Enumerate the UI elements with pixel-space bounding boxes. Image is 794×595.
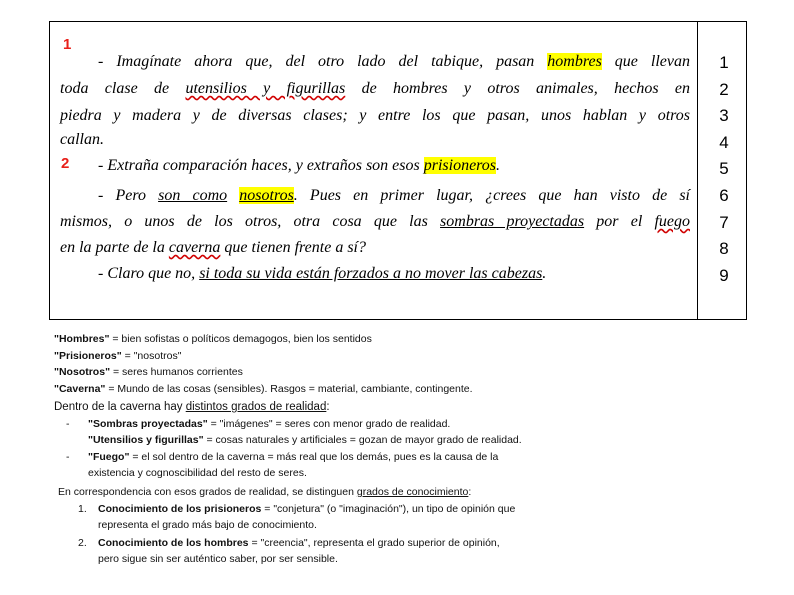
marker-2: 2 [61, 155, 70, 172]
note-sombras: "Sombras proyectadas" = "imágenes" = seres con menor grado de realidad. [88, 418, 451, 430]
line-number: 8 [719, 239, 729, 259]
underlined-fuego: fuego [654, 213, 690, 230]
note-conocimiento-hombres-cont: pero sigue sin ser auténtico saber, por ser sensible. [98, 553, 338, 565]
highlight-nosotros: nosotros [239, 187, 294, 204]
note-grados-conocimiento: En correspondencia con esos grados de realidad, se distinguen grados de conocimiento: [58, 486, 472, 498]
list-num-2: 2. [78, 537, 87, 549]
line-number: 7 [719, 212, 729, 232]
note-conocimiento-hombres: Conocimiento de los hombres = "creencia", representa el grado superior de opinión, [98, 537, 500, 549]
note-conocimiento-prisioneros-cont: representa el grado más bajo de conocimiento. [98, 519, 317, 531]
line-number: 9 [719, 265, 729, 285]
highlight-prisioneros: prisioneros [423, 157, 497, 174]
note-nosotros: "Nosotros" = seres humanos corrientes [54, 366, 243, 378]
passage-line-2: toda clase de utensilios y figurillas de hombres y otros animales, hechos en [60, 80, 690, 97]
list-num-1: 1. [78, 503, 87, 515]
column-divider [697, 21, 698, 320]
underlined-son-como: son como [158, 187, 228, 204]
line-number: 4 [719, 132, 729, 152]
note-grados-realidad: Dentro de la caverna hay distintos grados de realidad: [54, 401, 330, 413]
highlight-hombres: hombres [547, 53, 602, 70]
passage-line-3: piedra y madera y de diversas clases; y entre los que pasan, unos hablan y otros [60, 107, 690, 124]
underlined-sombras: sombras proyectadas [440, 213, 585, 230]
underlined-si-toda: si toda su vida están forzados a no mover las cabezas [199, 265, 543, 282]
note-fuego: "Fuego" = el sol dentro de la caverna = más real que los demás, pues es la causa de la [88, 451, 499, 463]
note-dash-1: - [66, 418, 70, 430]
underlined-caverna: caverna [168, 239, 221, 256]
line-number: 5 [719, 159, 729, 179]
note-utensilios: "Utensilios y figurillas" = cosas naturales y artificiales = gozan de mayor grado de realidad. [88, 434, 522, 446]
passage-line-6: - Pero son como nosotros. Pues en primer lugar, ¿crees que han visto de sí [98, 187, 691, 204]
line-number: 1 [719, 53, 729, 72]
note-dash-2: - [66, 451, 70, 463]
marker-1: 1 [63, 36, 72, 53]
passage-line-5: - Extraña comparación haces, y extraños son esos prisioneros. [98, 157, 501, 174]
line-number: 3 [719, 106, 729, 126]
passage-line-9: - Claro que no, si toda su vida están forzados a no mover las cabezas. [98, 265, 547, 282]
underlined-utensilios: utensilios y figurillas [185, 80, 346, 97]
note-conocimiento-prisioneros: Conocimiento de los prisioneros = "conjetura" (o "imaginación"), un tipo de opinión que [98, 503, 516, 515]
passage-line-8: en la parte de la caverna que tienen frente a sí? [60, 239, 366, 256]
note-fuego-cont: existencia y cognoscibilidad del resto de seres. [88, 467, 307, 479]
line-number: 6 [719, 185, 729, 205]
line-number-column [712, 50, 736, 289]
passage-line-4: callan. [60, 131, 104, 148]
passage-line-1: - Imagínate ahora que, del otro lado del tabique, pasan hombres que llevan [98, 53, 690, 70]
note-prisioneros: "Prisioneros" = "nosotros" [54, 350, 182, 362]
passage-line-7: mismos, o unos de los otros, otra cosa que las sombras proyectadas por el fuego [60, 213, 690, 230]
note-caverna: "Caverna" = Mundo de las cosas (sensibles). Rasgos = material, cambiante, contingente. [54, 383, 473, 395]
note-hombres: "Hombres" = bien sofistas o políticos demagogos, bien los sentidos [54, 333, 372, 345]
line-number: 2 [719, 79, 729, 99]
